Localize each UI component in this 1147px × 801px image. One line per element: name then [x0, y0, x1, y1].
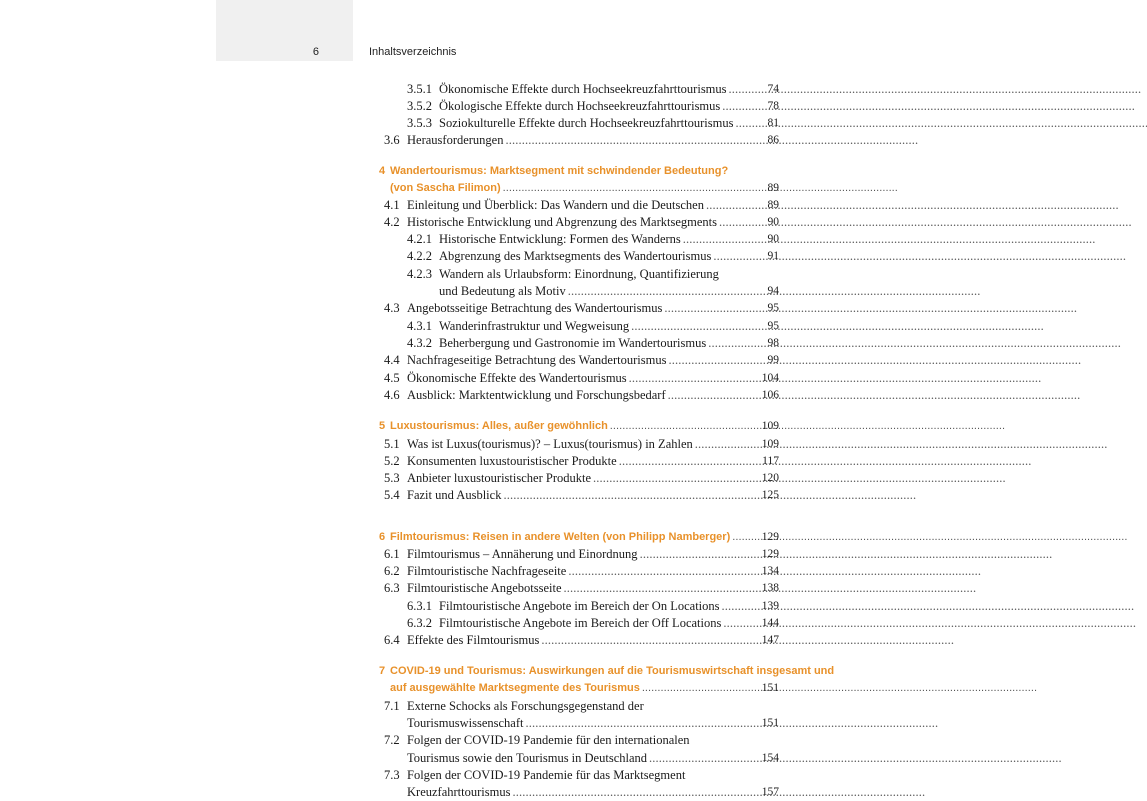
- toc-page-number: 157: [761, 786, 779, 798]
- toc-page-number: 129: [761, 531, 779, 543]
- dot-leader: [505, 132, 916, 149]
- toc-chapter-row: [0, 418, 1000, 435]
- toc-page-number: 151: [761, 717, 779, 729]
- dot-leader: [664, 300, 1075, 317]
- toc-number: 4.2.1: [407, 232, 432, 246]
- toc-row: [0, 715, 1000, 732]
- toc-title: Ökonomische Effekte durch Hochseekreuzfahrttourismus: [439, 82, 727, 96]
- toc-row: [0, 318, 1000, 335]
- toc-title: auf ausgewählte Marktsegmente des Tourismus: [390, 682, 640, 694]
- toc-title: Filmtouristische Angebote im Bereich der Off Locations: [439, 616, 722, 630]
- toc-row: [0, 546, 1000, 563]
- running-head: Inhaltsverzeichnis: [369, 46, 457, 58]
- toc-page-number: 134: [761, 565, 779, 577]
- toc-title: und Bedeutung als Motiv: [439, 284, 566, 298]
- toc-row: [0, 563, 1000, 580]
- toc-title: Tourismuswissenschaft: [407, 716, 524, 730]
- toc-page-number: 138: [761, 582, 779, 594]
- dot-leader: [719, 214, 1130, 231]
- toc-number: 6.3.2: [407, 616, 432, 630]
- toc-title: Filmtourismus – Annäherung und Einordnung: [407, 547, 638, 561]
- toc-row: [0, 370, 1000, 387]
- toc-title: Folgen der COVID-19 Pandemie für den internationalen: [407, 733, 690, 747]
- toc-title: Filmtourismus: Reisen in andere Welten (von Philipp Namberger): [390, 531, 731, 543]
- toc-row: [0, 615, 1000, 632]
- toc-page-number: 86: [767, 134, 779, 146]
- toc-row: [0, 732, 1000, 749]
- toc-page-number: 99: [767, 354, 779, 366]
- toc-page-number: 95: [767, 302, 779, 314]
- toc-row: [0, 300, 1000, 317]
- toc-title: Konsumenten luxustouristischer Produkte: [407, 454, 617, 468]
- toc-title: Was ist Luxus(tourismus)? – Luxus(tourismus) in Zahlen: [407, 437, 693, 451]
- toc-page-number: 106: [761, 389, 779, 401]
- toc-number: 4.4: [384, 353, 400, 367]
- toc-row: [0, 487, 1000, 504]
- dot-leader: [631, 318, 1042, 335]
- toc-page-number: 125: [761, 489, 779, 501]
- dot-leader: [541, 632, 952, 649]
- toc-title: Beherbergung und Gastronomie im Wandertourismus: [439, 336, 707, 350]
- toc-number: 4.2.2: [407, 249, 432, 263]
- toc-page-number: 109: [761, 420, 779, 432]
- dot-leader: [593, 470, 1004, 487]
- toc-number: 3.5.3: [407, 116, 432, 130]
- toc-page-number: 95: [767, 320, 779, 332]
- toc-chapter-row: [0, 663, 1000, 680]
- toc-number: 4.3.1: [407, 319, 432, 333]
- toc-row: [0, 750, 1000, 767]
- toc-number: 6.3: [384, 581, 400, 595]
- toc-number: 6.1: [384, 547, 400, 561]
- toc-row: [0, 580, 1000, 597]
- dot-leader: [525, 715, 936, 732]
- toc-number: 7.2: [384, 733, 400, 747]
- toc-row: [0, 632, 1000, 649]
- toc-number: 4: [379, 165, 386, 177]
- toc-number: 5.1: [384, 437, 400, 451]
- toc-title: Anbieter luxustouristischer Produkte: [407, 471, 591, 485]
- toc-number: 5.4: [384, 488, 400, 502]
- toc-row: [0, 598, 1000, 615]
- dot-leader: [629, 370, 1040, 387]
- page-number: 6: [312, 46, 319, 58]
- toc-row: [0, 335, 1000, 352]
- toc-number: 7.1: [384, 699, 400, 713]
- toc-page-number: 74: [767, 83, 779, 95]
- toc-number: 5.2: [384, 454, 400, 468]
- toc-title: Luxustourismus: Alles, außer gewöhnlich: [390, 420, 608, 432]
- dot-leader: [683, 231, 1094, 248]
- toc-page-number: 78: [767, 100, 779, 112]
- toc-number: 3.6: [384, 133, 400, 147]
- toc-number: 3.5.1: [407, 82, 432, 96]
- toc-row: [0, 81, 1000, 98]
- toc-title: Ökonomische Effekte des Wandertourismus: [407, 371, 627, 385]
- toc-row: [0, 436, 1000, 453]
- toc-row: [0, 98, 1000, 115]
- toc-row: [0, 197, 1000, 214]
- toc-page-number: 117: [762, 455, 779, 467]
- toc-title: Effekte des Filmtourismus: [407, 633, 540, 647]
- toc-number: 6.4: [384, 633, 400, 647]
- dot-leader: [722, 98, 1133, 115]
- toc-title: Tourismus sowie den Tourismus in Deutschland: [407, 751, 648, 765]
- toc-row: [0, 352, 1000, 369]
- toc-title: Historische Entwicklung: Formen des Wanderns: [439, 232, 681, 246]
- dot-leader: [640, 546, 1051, 563]
- toc-title: Filmtouristische Angebotsseite: [407, 581, 562, 595]
- dot-leader: [735, 115, 1146, 132]
- toc-number: 7.3: [384, 768, 400, 782]
- toc-chapter-row: [0, 180, 1000, 197]
- dot-leader: [503, 180, 897, 197]
- toc-row: [0, 231, 1000, 248]
- toc-title: Wanderinfrastruktur und Wegweisung: [439, 319, 630, 333]
- toc-title: Soziokulturelle Effekte durch Hochseekreuzfahrttourismus: [439, 116, 734, 130]
- dot-leader: [695, 436, 1106, 453]
- toc-title: Wandern als Urlaubsform: Einordnung, Quantifizierung: [439, 267, 719, 281]
- toc-title: Angebotsseitige Betrachtung des Wandertourismus: [407, 301, 663, 315]
- toc-title: Fazit und Ausblick: [407, 488, 502, 502]
- toc-title: Historische Entwicklung und Abgrenzung des Marktsegments: [407, 215, 718, 229]
- toc-page-number: 90: [767, 216, 779, 228]
- toc-title: Filmtouristische Angebote im Bereich der On Locations: [439, 599, 720, 613]
- toc-number: 4.3: [384, 301, 400, 315]
- toc-number: 4.3.2: [407, 336, 432, 350]
- toc-row: [0, 283, 1000, 300]
- toc-number: 4.2.3: [407, 267, 432, 281]
- toc-page-number: 129: [761, 548, 779, 560]
- toc-number: 6.2: [384, 564, 400, 578]
- toc-row: [0, 214, 1000, 231]
- toc-page-number: 89: [767, 182, 779, 194]
- toc-page-number: 89: [767, 199, 779, 211]
- toc-title: Ausblick: Marktentwicklung und Forschungsbedarf: [407, 388, 666, 402]
- toc-page-number: 139: [761, 600, 779, 612]
- toc-title: COVID-19 und Tourismus: Auswirkungen auf die Tourismuswirtschaft insgesamt und: [390, 665, 835, 677]
- toc-row: [0, 453, 1000, 470]
- toc-row: [0, 115, 1000, 132]
- toc-title: Folgen der COVID-19 Pandemie für das Marktsegment: [407, 768, 686, 782]
- toc-number: 6.3.1: [407, 599, 432, 613]
- toc-row: [0, 266, 1000, 283]
- toc-page-number: 90: [767, 233, 779, 245]
- toc-chapter-row: [0, 680, 1000, 697]
- dot-leader: [732, 529, 1126, 546]
- toc-row: [0, 784, 1000, 801]
- dot-leader: [729, 81, 1140, 98]
- toc-page-number: 147: [761, 634, 779, 646]
- toc-row: [0, 470, 1000, 487]
- toc-row: [0, 132, 1000, 149]
- toc-title: Herausforderungen: [407, 133, 504, 147]
- toc-row: [0, 698, 1000, 715]
- toc-title: Kreuzfahrttourismus: [407, 785, 511, 799]
- toc-page-number: 81: [767, 117, 779, 129]
- toc-number: 4.6: [384, 388, 400, 402]
- dot-leader: [512, 784, 923, 801]
- toc-page-number: 104: [761, 372, 779, 384]
- toc-page-number: 120: [761, 472, 779, 484]
- toc-number: 4.1: [384, 198, 400, 212]
- toc-number: 4.2: [384, 215, 400, 229]
- toc-page-number: 109: [761, 438, 779, 450]
- dot-leader: [723, 615, 1134, 632]
- toc-number: 3.5.2: [407, 99, 432, 113]
- toc-title: Einleitung und Überblick: Das Wandern und die Deutschen: [407, 198, 704, 212]
- toc-page-number: 98: [767, 337, 779, 349]
- toc-title: Abgrenzung des Marktsegments des Wandertourismus: [439, 249, 712, 263]
- toc-title: Wandertourismus: Marktsegment mit schwindender Bedeutung?: [390, 165, 729, 177]
- toc-page-number: 144: [761, 617, 779, 629]
- dot-leader: [668, 352, 1079, 369]
- toc-title: Filmtouristische Nachfrageseite: [407, 564, 567, 578]
- toc-number: 4.5: [384, 371, 400, 385]
- dot-leader: [642, 680, 1036, 697]
- dot-leader: [649, 750, 1060, 767]
- toc-number: 5: [379, 420, 386, 432]
- toc-title: (von Sascha Filimon): [390, 182, 501, 194]
- toc-number: 5.3: [384, 471, 400, 485]
- toc-title: Externe Schocks als Forschungsgegenstand der: [407, 699, 644, 713]
- toc-page-number: 151: [761, 682, 779, 694]
- dot-leader: [503, 487, 914, 504]
- toc-number: 7: [379, 665, 386, 677]
- toc-chapter-row: [0, 529, 1000, 546]
- dot-leader: [668, 387, 1079, 404]
- toc-page-number: 154: [761, 752, 779, 764]
- dot-leader: [722, 598, 1133, 615]
- dot-leader: [619, 453, 1030, 470]
- toc-number: 6: [379, 531, 386, 543]
- toc-title: Nachfrageseitige Betrachtung des Wandertourismus: [407, 353, 667, 367]
- toc-chapter-row: [0, 163, 1000, 180]
- toc-page-number: 91: [767, 250, 779, 262]
- toc-row: [0, 387, 1000, 404]
- toc-title: Ökologische Effekte durch Hochseekreuzfahrttourismus: [439, 99, 721, 113]
- toc-row: [0, 248, 1000, 265]
- toc-page-number: 94: [767, 285, 779, 297]
- dot-leader: [610, 418, 1004, 435]
- toc-row: [0, 767, 1000, 784]
